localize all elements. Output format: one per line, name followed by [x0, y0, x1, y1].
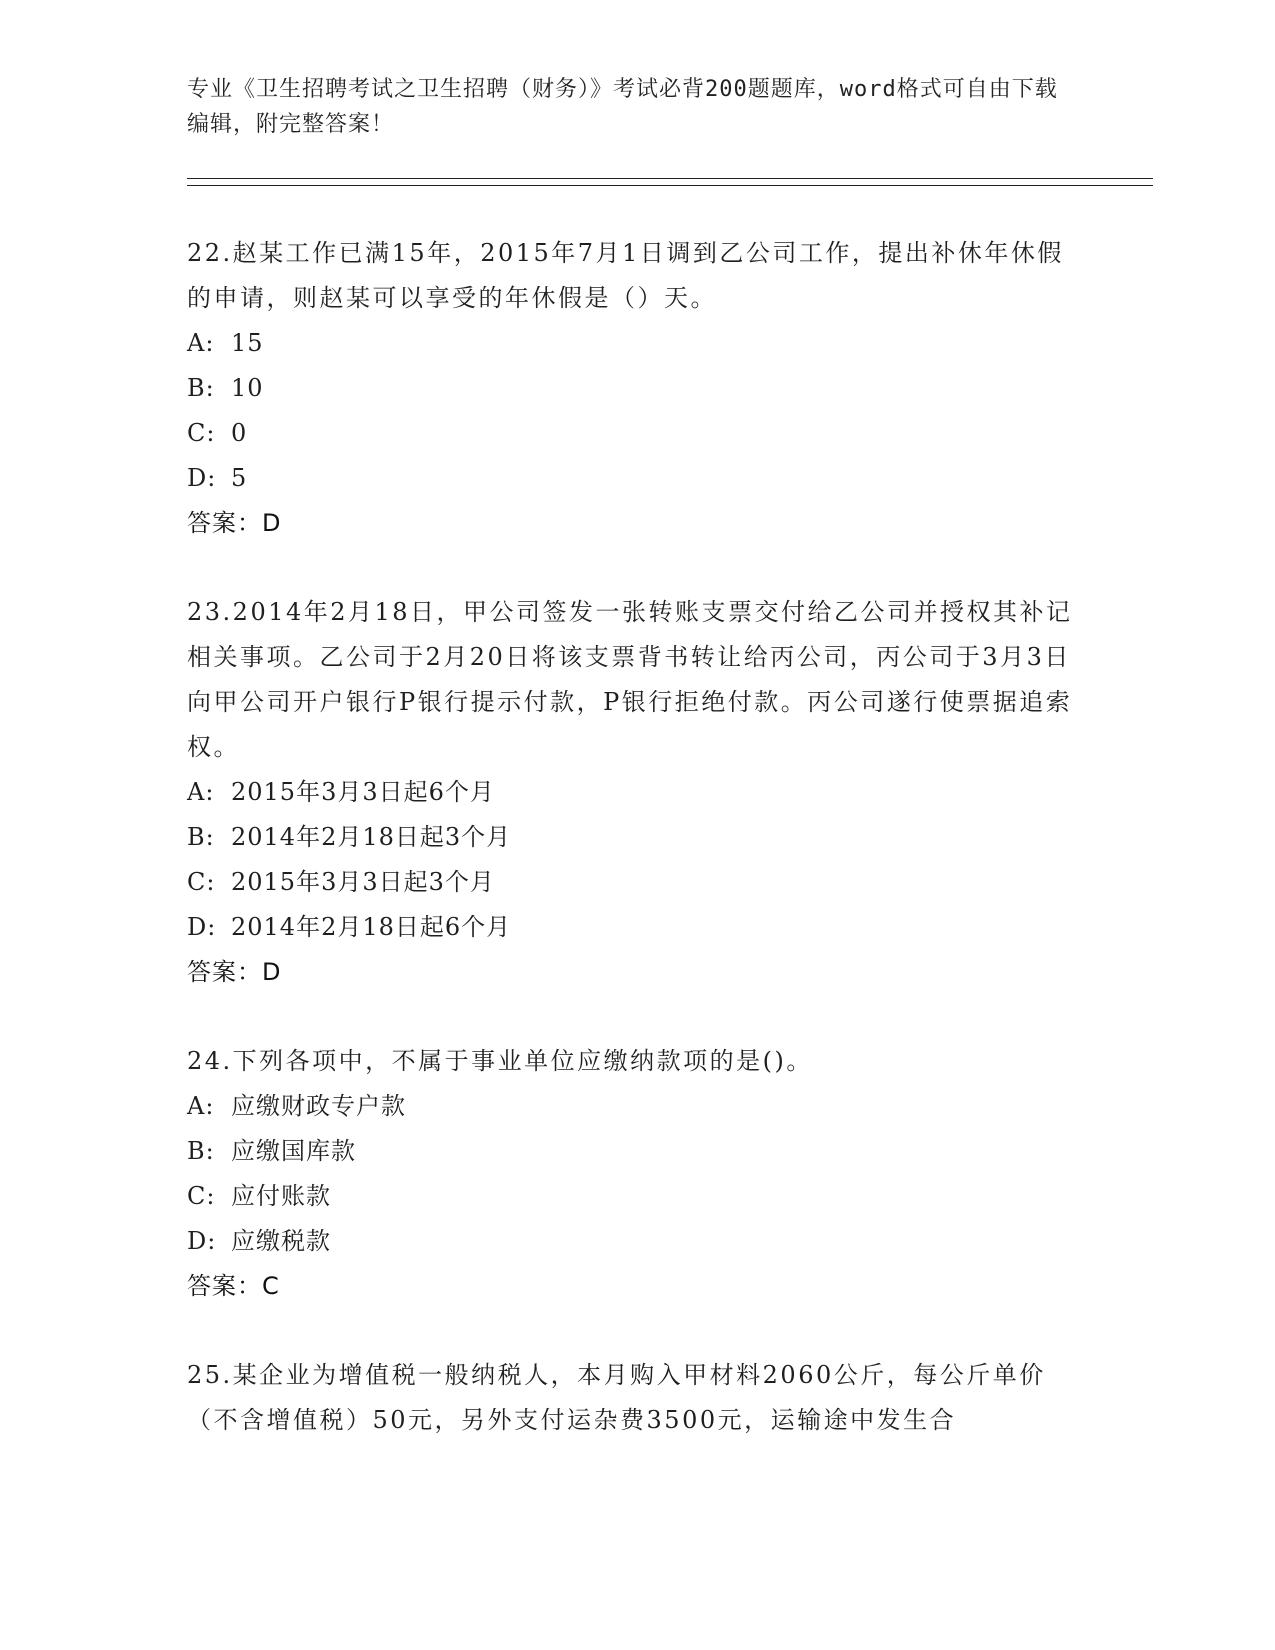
document-header: 专业《卫生招聘考试之卫生招聘（财务）》考试必背200题题库，word格式可自由下载编辑，附完整答案！	[187, 77, 1058, 137]
option-d	[187, 905, 1087, 950]
option-key: C:	[187, 868, 216, 896]
option-text: 10	[231, 374, 264, 402]
option-a	[187, 770, 1087, 815]
option-b	[187, 1129, 1087, 1174]
option-key: A:	[187, 778, 215, 806]
answer-line: 答案：C	[187, 1272, 280, 1300]
option-text: 应缴财政专户款	[231, 1092, 406, 1120]
option-key: B:	[187, 374, 215, 402]
option-c	[187, 411, 1087, 456]
option-text: 15	[231, 329, 264, 357]
option-key: D:	[187, 464, 217, 492]
answer-line: 答案：D	[187, 958, 282, 986]
option-text: 应付账款	[231, 1182, 331, 1210]
option-key: A:	[187, 1092, 215, 1120]
option-key: C:	[187, 419, 216, 447]
question-stem: 23.2014年2月18日，甲公司签发一张转账支票交付给乙公司并授权其补记相关事项。乙公司于2月20日将该支票背书转让给丙公司，丙公司于3月3日向甲公司开户银行P银行提示付款，P银行拒绝付款。丙公司遂行使票据追索权。	[187, 598, 1073, 761]
option-text: 5	[231, 464, 248, 492]
question-stem: 22.赵某工作已满15年，2015年7月1日调到乙公司工作，提出补休年休假的申请，则赵某可以享受的年休假是（）天。	[187, 239, 1064, 312]
option-text: 应缴国库款	[231, 1137, 356, 1165]
question-list	[187, 231, 1087, 1487]
option-text: 2014年2月18日起6个月	[231, 913, 512, 941]
option-key: B:	[187, 1137, 215, 1165]
option-key: B:	[187, 823, 215, 851]
question-stem: 25.某企业为增值税一般纳税人，本月购入甲材料2060公斤，每公斤单价（不含增值税）50元，另外支付运杂费3500元，运输途中发生合	[187, 1361, 1046, 1434]
option-d	[187, 456, 1087, 501]
question-22	[187, 231, 1087, 546]
option-key: C:	[187, 1182, 216, 1210]
question-stem: 24.下列各项中，不属于事业单位应缴纳款项的是()。	[187, 1047, 813, 1075]
option-text: 0	[231, 419, 248, 447]
option-key: D:	[187, 913, 217, 941]
option-text: 应缴税款	[231, 1227, 331, 1255]
option-text: 2014年2月18日起3个月	[231, 823, 512, 851]
option-c	[187, 860, 1087, 905]
question-25	[187, 1353, 1087, 1443]
option-a	[187, 321, 1087, 366]
answer-line: 答案：D	[187, 509, 282, 537]
question-24	[187, 1039, 1087, 1309]
question-23	[187, 590, 1087, 995]
option-b	[187, 366, 1087, 411]
option-c	[187, 1174, 1087, 1219]
option-key: A:	[187, 329, 215, 357]
option-a	[187, 1084, 1087, 1129]
header-divider	[187, 178, 1153, 186]
option-key: D:	[187, 1227, 217, 1255]
option-d	[187, 1219, 1087, 1264]
option-b	[187, 815, 1087, 860]
option-text: 2015年3月3日起3个月	[231, 868, 495, 896]
option-text: 2015年3月3日起6个月	[231, 778, 495, 806]
